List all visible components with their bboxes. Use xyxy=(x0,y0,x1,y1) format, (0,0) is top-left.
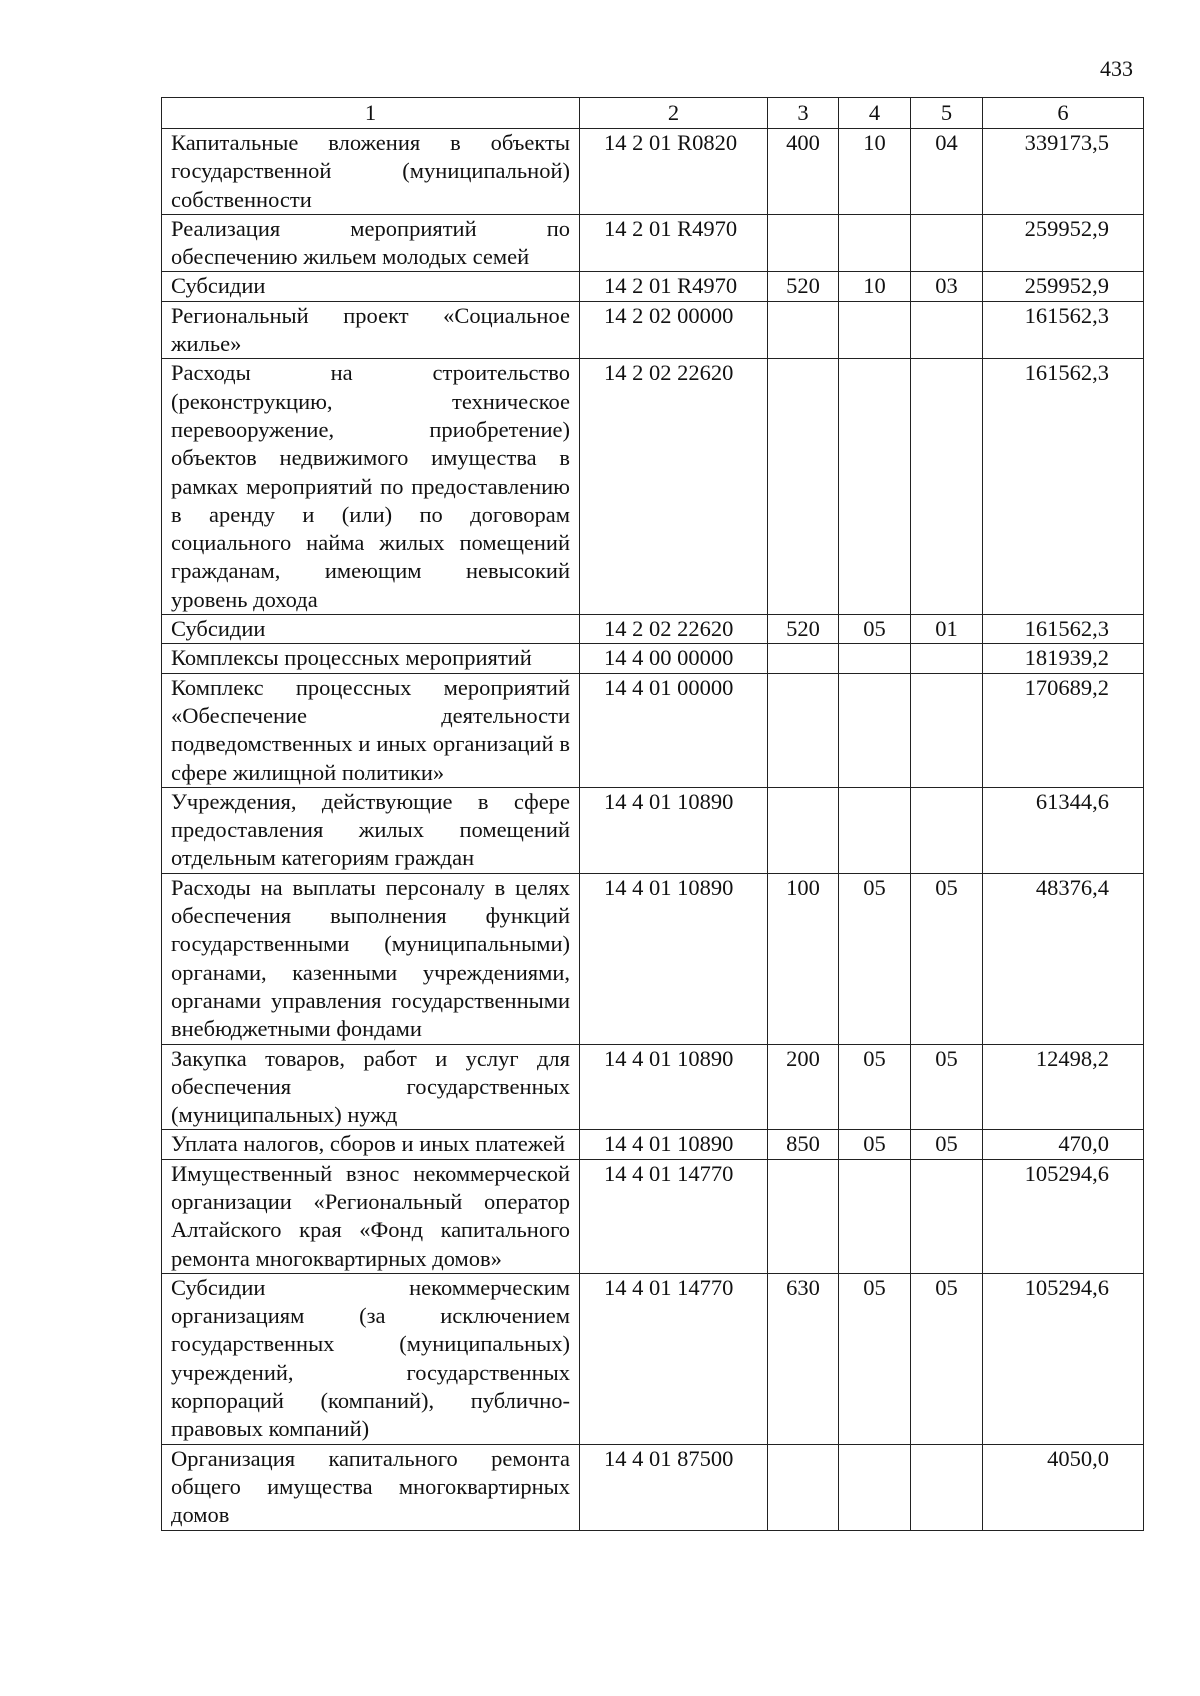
row-code-cell: 14 2 01 R0820 xyxy=(580,129,768,215)
table-row xyxy=(162,1273,1144,1444)
row-sum-cell: 48376,4 xyxy=(983,873,1144,1044)
row-code-cell: 14 4 01 87500 xyxy=(580,1444,768,1530)
row-subsection-cell xyxy=(911,1159,983,1273)
row-section-cell xyxy=(839,1159,911,1273)
row-sum-cell: 170689,2 xyxy=(983,673,1144,787)
row-code-cell: 14 2 02 22620 xyxy=(580,359,768,615)
row-expense-type-cell: 200 xyxy=(768,1044,839,1130)
row-expense-type-cell: 400 xyxy=(768,129,839,215)
row-name-cell: Реализация мероприятий по обеспечению жильем молодых семей xyxy=(162,214,580,272)
row-code-cell: 14 2 01 R4970 xyxy=(580,214,768,272)
row-name-cell: Учреждения, действующие в сфере предоставления жилых помещений отдельным категориям граждан xyxy=(162,787,580,873)
table-row xyxy=(162,1044,1144,1130)
row-name-cell: Субсидии xyxy=(162,272,580,301)
table-row xyxy=(162,1444,1144,1530)
table-row xyxy=(162,214,1144,272)
table-row xyxy=(162,644,1144,673)
table-row xyxy=(162,272,1144,301)
row-code-cell: 14 4 01 10890 xyxy=(580,787,768,873)
row-sum-cell: 161562,3 xyxy=(983,301,1144,359)
budget-table xyxy=(161,97,1144,1531)
row-name-cell: Расходы на строительство (реконструкцию, техническое перевооружение, приобретение) объектов недвижимого имущества в рамках мероприятий по предоставлению в аренду и (или) по договорам социального найма жилых помещений гражданам, имеющим невысокий уровень дохода xyxy=(162,359,580,615)
row-subsection-cell: 05 xyxy=(911,873,983,1044)
row-section-cell: 10 xyxy=(839,129,911,215)
row-section-cell xyxy=(839,214,911,272)
row-code-cell: 14 4 01 10890 xyxy=(580,1044,768,1130)
row-section-cell: 05 xyxy=(839,1273,911,1444)
row-subsection-cell xyxy=(911,301,983,359)
row-expense-type-cell: 520 xyxy=(768,615,839,644)
row-subsection-cell xyxy=(911,214,983,272)
row-code-cell: 14 4 01 10890 xyxy=(580,873,768,1044)
row-section-cell: 05 xyxy=(839,615,911,644)
row-subsection-cell xyxy=(911,359,983,615)
row-subsection-cell xyxy=(911,1444,983,1530)
row-section-cell: 05 xyxy=(839,873,911,1044)
row-section-cell: 05 xyxy=(839,1130,911,1159)
page-number: 433 xyxy=(1100,56,1133,81)
table-row xyxy=(162,787,1144,873)
row-code-cell: 14 4 01 00000 xyxy=(580,673,768,787)
row-expense-type-cell xyxy=(768,1444,839,1530)
row-sum-cell: 339173,5 xyxy=(983,129,1144,215)
row-sum-cell: 105294,6 xyxy=(983,1273,1144,1444)
row-name-cell: Комплексы процессных мероприятий xyxy=(162,644,580,673)
row-expense-type-cell xyxy=(768,301,839,359)
row-expense-type-cell: 100 xyxy=(768,873,839,1044)
row-section-cell xyxy=(839,673,911,787)
row-subsection-cell: 05 xyxy=(911,1044,983,1130)
table-row xyxy=(162,873,1144,1044)
row-sum-cell: 161562,3 xyxy=(983,615,1144,644)
row-expense-type-cell xyxy=(768,673,839,787)
row-section-cell xyxy=(839,644,911,673)
row-expense-type-cell xyxy=(768,359,839,615)
table-row xyxy=(162,615,1144,644)
row-section-cell: 10 xyxy=(839,272,911,301)
column-header-1: 1 xyxy=(162,98,580,129)
row-section-cell: 05 xyxy=(839,1044,911,1130)
row-code-cell: 14 4 01 14770 xyxy=(580,1273,768,1444)
table-body xyxy=(162,129,1144,1531)
row-expense-type-cell: 630 xyxy=(768,1273,839,1444)
table-row xyxy=(162,1159,1144,1273)
row-code-cell: 14 4 00 00000 xyxy=(580,644,768,673)
row-name-cell: Расходы на выплаты персоналу в целях обеспечения выполнения функций государственными (муниципальными) органами, казенными учреждениями, органами управления государственными внебюджетными фондами xyxy=(162,873,580,1044)
table-row xyxy=(162,301,1144,359)
row-code-cell: 14 2 01 R4970 xyxy=(580,272,768,301)
row-sum-cell: 4050,0 xyxy=(983,1444,1144,1530)
row-subsection-cell: 01 xyxy=(911,615,983,644)
row-sum-cell: 470,0 xyxy=(983,1130,1144,1159)
row-code-cell: 14 2 02 00000 xyxy=(580,301,768,359)
row-sum-cell: 181939,2 xyxy=(983,644,1144,673)
column-header-4: 4 xyxy=(839,98,911,129)
row-expense-type-cell xyxy=(768,787,839,873)
row-subsection-cell: 03 xyxy=(911,272,983,301)
row-name-cell: Комплекс процессных мероприятий «Обеспечение деятельности подведомственных и иных организаций в сфере жилищной политики» xyxy=(162,673,580,787)
table-header-row xyxy=(162,98,1144,129)
table-row xyxy=(162,673,1144,787)
row-section-cell xyxy=(839,301,911,359)
row-code-cell: 14 4 01 14770 xyxy=(580,1159,768,1273)
row-expense-type-cell: 520 xyxy=(768,272,839,301)
row-subsection-cell xyxy=(911,787,983,873)
row-section-cell xyxy=(839,1444,911,1530)
row-name-cell: Уплата налогов, сборов и иных платежей xyxy=(162,1130,580,1159)
row-sum-cell: 105294,6 xyxy=(983,1159,1144,1273)
row-name-cell: Капитальные вложения в объекты государственной (муниципальной) собственности xyxy=(162,129,580,215)
row-sum-cell: 161562,3 xyxy=(983,359,1144,615)
column-header-2: 2 xyxy=(580,98,768,129)
row-subsection-cell: 05 xyxy=(911,1130,983,1159)
row-expense-type-cell xyxy=(768,644,839,673)
row-name-cell: Закупка товаров, работ и услуг для обеспечения государственных (муниципальных) нужд xyxy=(162,1044,580,1130)
row-section-cell xyxy=(839,787,911,873)
column-header-3: 3 xyxy=(768,98,839,129)
row-name-cell: Субсидии xyxy=(162,615,580,644)
row-name-cell: Субсидии некоммерческим организациям (за исключением государственных (муниципальных) учреждений, государственных корпораций (компаний), публично-правовых компаний) xyxy=(162,1273,580,1444)
table-row xyxy=(162,1130,1144,1159)
row-subsection-cell xyxy=(911,644,983,673)
table-row xyxy=(162,359,1144,615)
row-sum-cell: 259952,9 xyxy=(983,214,1144,272)
row-code-cell: 14 4 01 10890 xyxy=(580,1130,768,1159)
row-expense-type-cell xyxy=(768,1159,839,1273)
row-subsection-cell: 05 xyxy=(911,1273,983,1444)
row-expense-type-cell xyxy=(768,214,839,272)
table-row xyxy=(162,129,1144,215)
row-name-cell: Имущественный взнос некоммерческой организации «Региональный оператор Алтайского края «Фонд капитального ремонта многоквартирных домов» xyxy=(162,1159,580,1273)
column-header-6: 6 xyxy=(983,98,1144,129)
row-expense-type-cell: 850 xyxy=(768,1130,839,1159)
row-name-cell: Региональный проект «Социальное жилье» xyxy=(162,301,580,359)
row-sum-cell: 12498,2 xyxy=(983,1044,1144,1130)
row-sum-cell: 259952,9 xyxy=(983,272,1144,301)
row-section-cell xyxy=(839,359,911,615)
row-subsection-cell xyxy=(911,673,983,787)
row-code-cell: 14 2 02 22620 xyxy=(580,615,768,644)
row-subsection-cell: 04 xyxy=(911,129,983,215)
column-header-5: 5 xyxy=(911,98,983,129)
row-sum-cell: 61344,6 xyxy=(983,787,1144,873)
row-name-cell: Организация капитального ремонта общего имущества многоквартирных домов xyxy=(162,1444,580,1530)
